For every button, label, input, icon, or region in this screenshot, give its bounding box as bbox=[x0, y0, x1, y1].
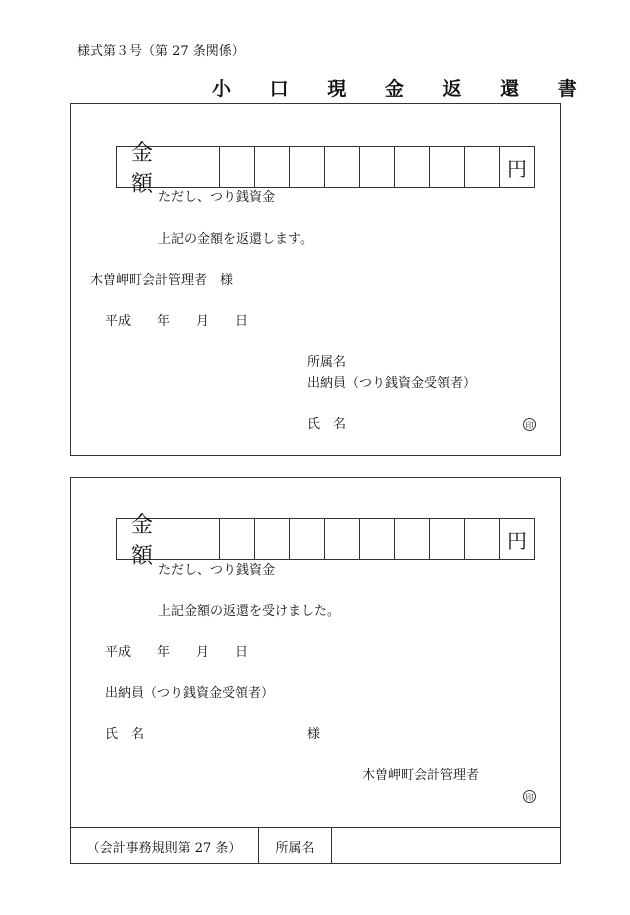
amount-digit-cell[interactable] bbox=[465, 519, 500, 559]
amount-digit-cell[interactable] bbox=[325, 519, 360, 559]
purpose-text: ただし、つり銭資金 bbox=[158, 563, 276, 578]
amount-label: 金 額 bbox=[117, 519, 220, 559]
amount-row bbox=[116, 513, 535, 569]
amount-row bbox=[116, 141, 535, 197]
seal-mark: 印 bbox=[523, 790, 536, 803]
yen-label: 円 bbox=[507, 156, 527, 181]
document-title: 小 口 現 金 返 還 書 bbox=[212, 78, 593, 100]
amount-digit-cell[interactable] bbox=[395, 519, 430, 559]
date-field[interactable]: 平成 年 月 日 bbox=[105, 645, 249, 660]
date-field[interactable]: 平成 年 月 日 bbox=[105, 314, 249, 329]
amount-digit-cell[interactable] bbox=[430, 147, 465, 187]
footer-affiliation-field[interactable] bbox=[332, 828, 559, 864]
amount-digit-cell[interactable] bbox=[255, 519, 290, 559]
purpose-text: ただし、つり銭資金 bbox=[158, 190, 276, 205]
amount-digit-cell[interactable] bbox=[430, 519, 465, 559]
honorific-text: 様 bbox=[307, 727, 321, 742]
name-label: 氏 名 bbox=[105, 727, 145, 742]
yen-label: 円 bbox=[507, 528, 527, 553]
form-number: 様式第３号（第 27 条関係） bbox=[77, 44, 245, 59]
name-label: 氏 名 bbox=[307, 417, 347, 432]
amount-digit-cell[interactable] bbox=[360, 147, 395, 187]
amount-label: 金 額 bbox=[117, 147, 220, 187]
amount-digit-cell[interactable] bbox=[360, 519, 395, 559]
rule-reference: （会計事務規則第 27 条） bbox=[70, 828, 259, 864]
amount-digit-cell[interactable] bbox=[220, 519, 255, 559]
footer-affiliation-label: 所属名 bbox=[259, 828, 332, 864]
amount-digit-cell[interactable] bbox=[290, 147, 325, 187]
amount-digit-cell[interactable] bbox=[465, 147, 500, 187]
issuer-text: 木曽岬町会計管理者 bbox=[362, 768, 480, 783]
amount-digit-cell[interactable] bbox=[290, 519, 325, 559]
officer-label: 出納員（つり銭資金受領者） bbox=[307, 376, 477, 391]
amount-digit-cell[interactable] bbox=[255, 147, 290, 187]
officer-label: 出納員（つり銭資金受領者） bbox=[105, 686, 275, 701]
recipient-text: 木曽岬町会計管理者 様 bbox=[90, 273, 234, 288]
amount-digit-cell[interactable] bbox=[325, 147, 360, 187]
return-statement: 上記の金額を返還します。 bbox=[158, 232, 313, 247]
amount-digit-cell[interactable] bbox=[220, 147, 255, 187]
footer-row bbox=[70, 827, 561, 864]
seal-mark: 印 bbox=[523, 418, 536, 431]
affiliation-label: 所属名 bbox=[307, 355, 347, 370]
receipt-statement: 上記金額の返還を受けました。 bbox=[158, 604, 341, 619]
amount-digit-cell[interactable] bbox=[395, 147, 430, 187]
